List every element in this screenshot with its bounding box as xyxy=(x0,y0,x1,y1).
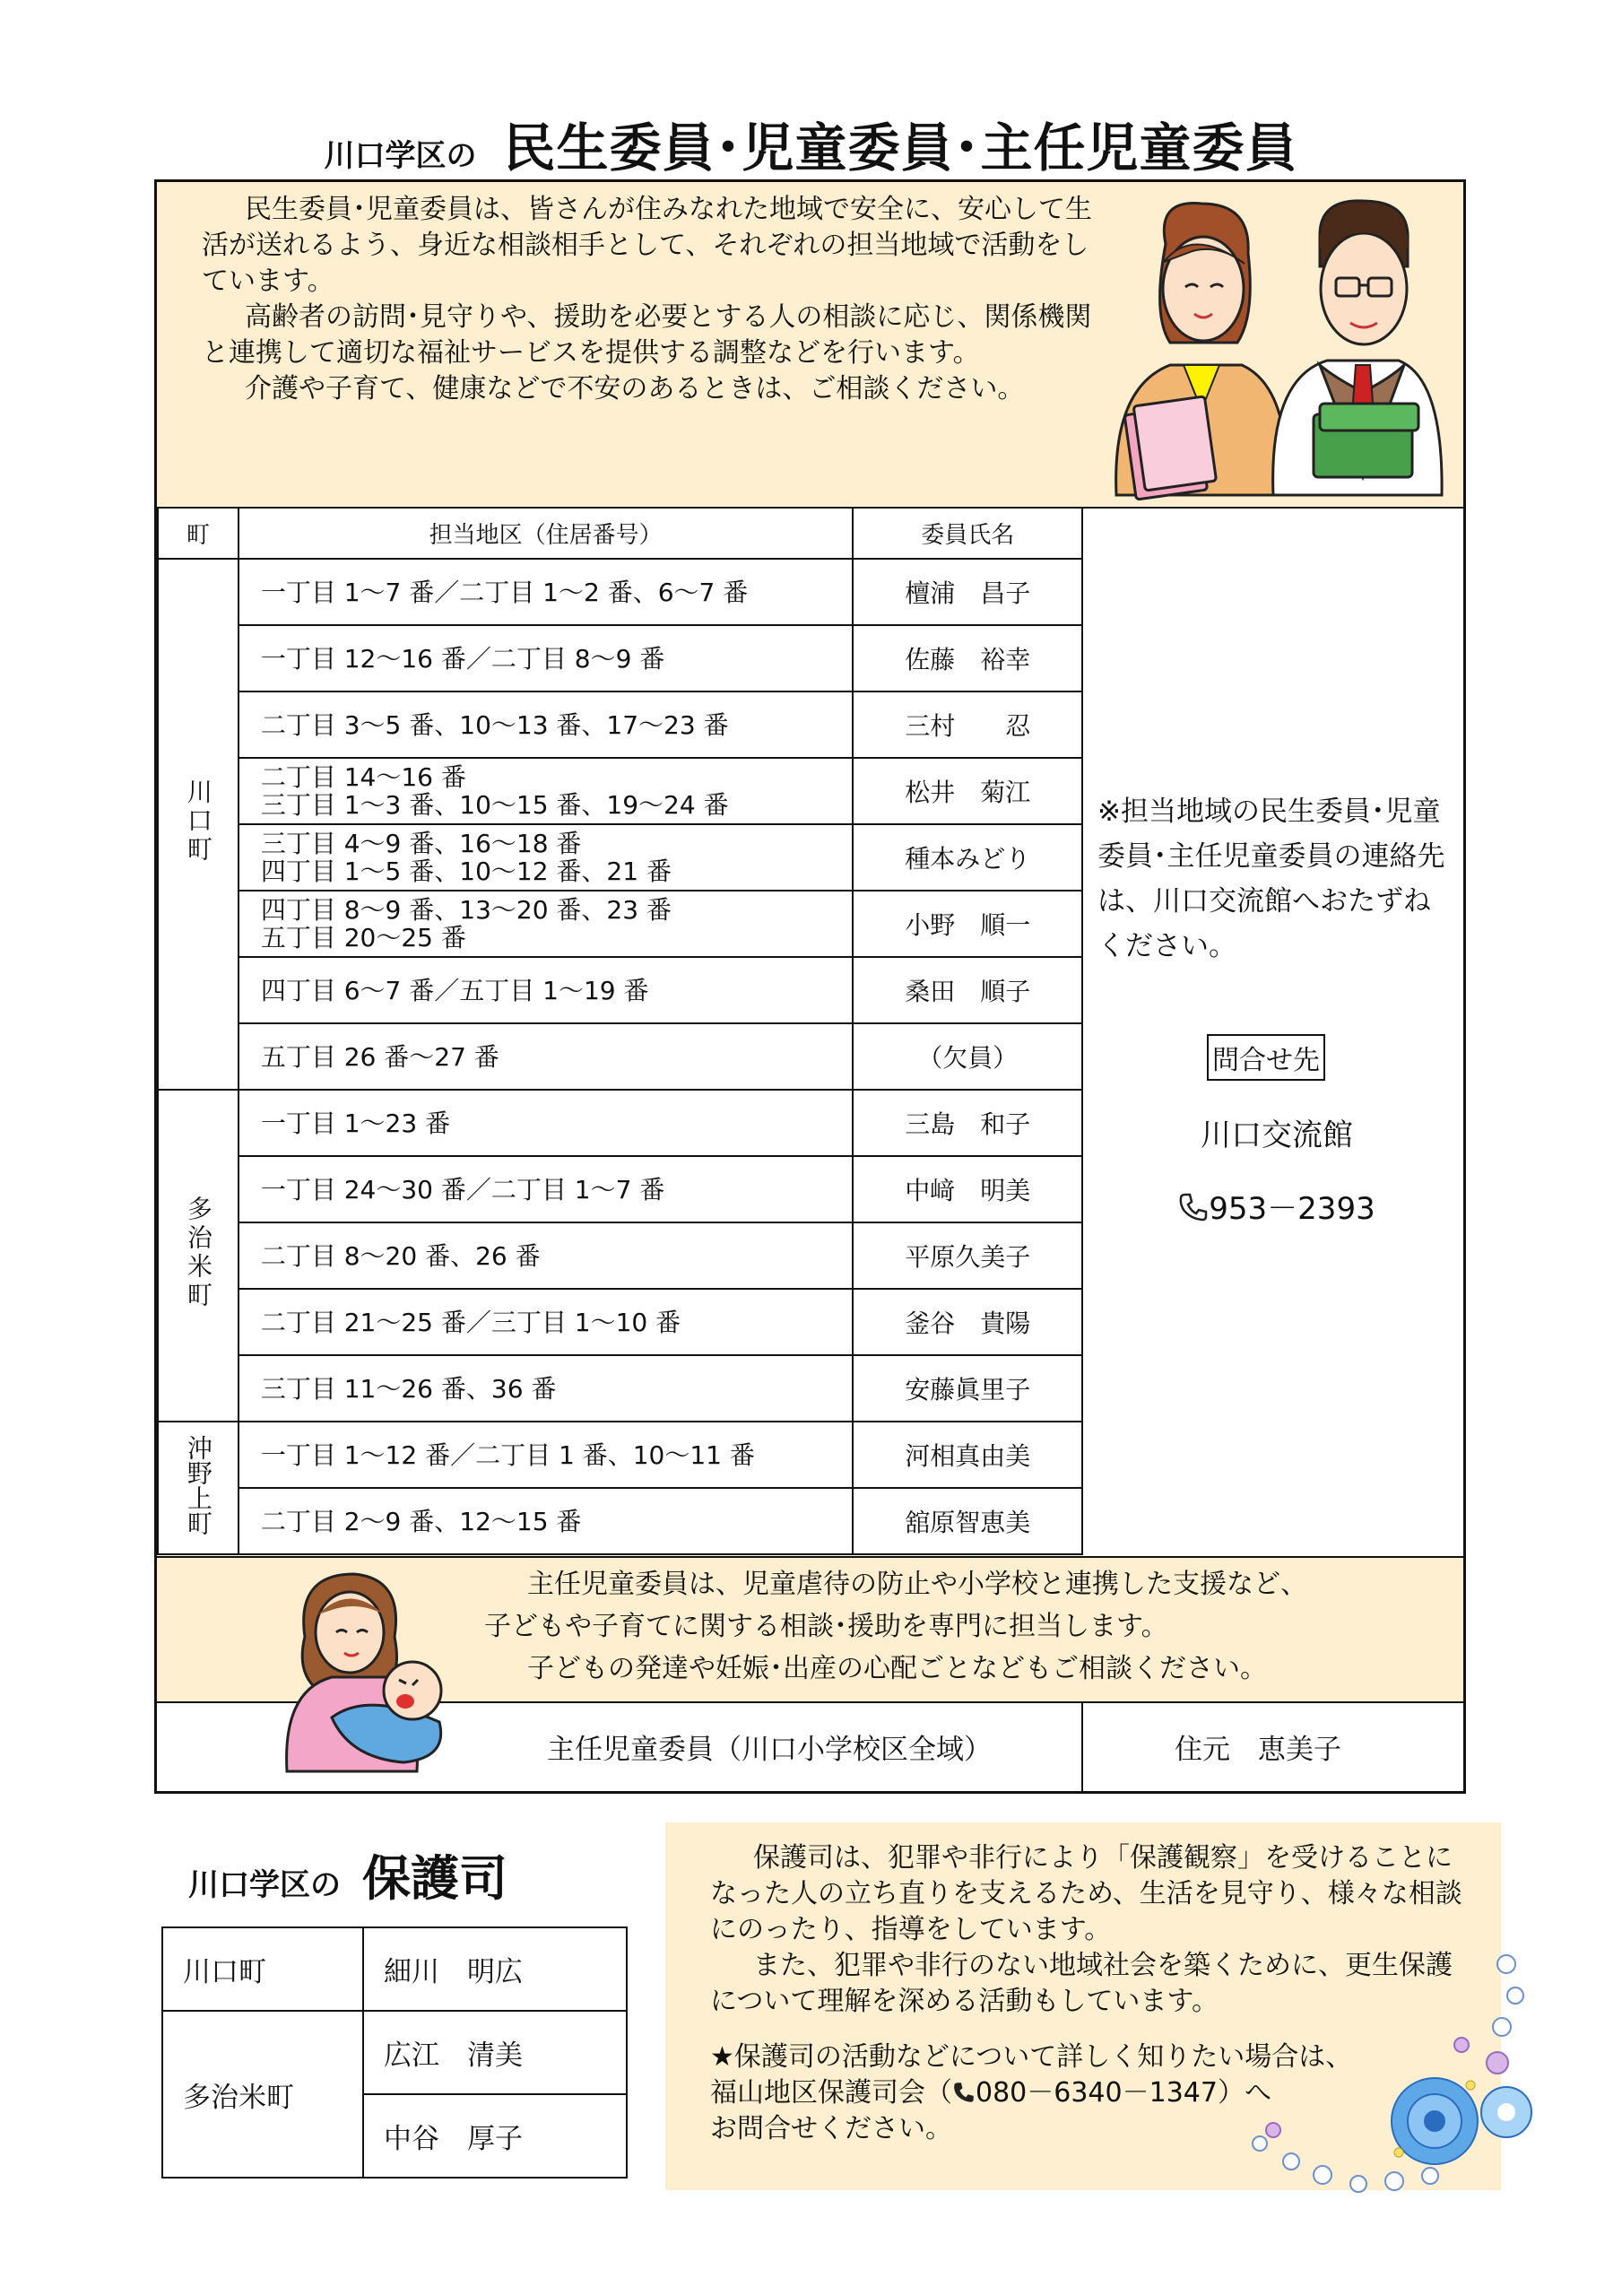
area-line: 五丁目 20～25 番 xyxy=(260,923,466,952)
area-cell: 一丁目 24～30 番／二丁目 1～7 番 xyxy=(239,1156,854,1222)
intro-paragraph: 高齢者の訪問･見守りや、援助を必要とする人の相談に応じ、関係機関と連携して適切な福祉サービスを提供する調整などを行います。 xyxy=(202,301,1092,369)
area-cell: 二丁目 21～25 番／三丁目 1～10 番 xyxy=(239,1289,854,1355)
table-row xyxy=(158,1355,1082,1422)
area-line: 二丁目 14～16 番 xyxy=(260,762,466,792)
blue-flower-small xyxy=(1481,2087,1531,2137)
area-cell: 二丁目 3～5 番、10～13 番、17～23 番 xyxy=(239,691,854,758)
intro-text xyxy=(202,192,1107,407)
name-cell: 三島 和子 xyxy=(853,1090,1082,1156)
name-cell: （欠員） xyxy=(853,1023,1082,1090)
hogoshi-org: 福山地区保護司会（ xyxy=(710,2077,952,2109)
woman-figure xyxy=(1116,204,1288,500)
blue-flower-large xyxy=(1392,2078,1478,2164)
area-line: 四丁目 1～5 番、10～12 番、21 番 xyxy=(260,857,672,886)
contact-label: 問合せ先 xyxy=(1207,1034,1325,1081)
name-cell: 中﨑 明美 xyxy=(853,1156,1082,1222)
page-title xyxy=(0,106,1622,181)
name-cell: 釜谷 貴陽 xyxy=(853,1289,1082,1355)
chief-paragraph: 子どもや子育てに関する相談･援助を専門に担当します。 xyxy=(484,1611,1168,1642)
contact-phone xyxy=(1097,1184,1456,1228)
table-row xyxy=(158,1422,1082,1488)
hogoshi-info-close: ）へ xyxy=(1217,2077,1271,2109)
divider xyxy=(1081,1701,1083,1791)
name-cell: 河相真由美 xyxy=(853,1422,1082,1488)
name-cell: 松井 菊江 xyxy=(853,758,1082,824)
area-cell: 四丁目 6～7 番／五丁目 1～19 番 xyxy=(239,957,854,1023)
hogoshi-name: 中谷 厚子 xyxy=(363,2094,627,2178)
header-town: 町 xyxy=(158,508,239,559)
area-cell: 一丁目 1～23 番 xyxy=(239,1090,854,1156)
town-cell xyxy=(158,559,239,1090)
chief-paragraph: 主任児童委員は、児童虐待の防止や小学校と連携した支援など、 xyxy=(527,1569,1307,1600)
header-name: 委員氏名 xyxy=(853,508,1082,559)
intro-paragraph: 民生委員･児童委員は、皆さんが住みなれた地域で安全に、安心して生活が送れるよう、身近な相談相手として、それぞれの担当地域で活動をしています。 xyxy=(202,194,1092,297)
table-row xyxy=(158,891,1082,957)
phone-icon xyxy=(952,2081,976,2104)
town-cell xyxy=(158,1090,239,1422)
name-cell: 桑田 順子 xyxy=(853,957,1082,1023)
hogoshi-name: 細川 明広 xyxy=(363,1927,627,2011)
hogoshi-town: 川口町 xyxy=(162,1927,363,2011)
name-cell: 佐藤 裕幸 xyxy=(853,625,1082,691)
hogoshi-title-main: 保護司 xyxy=(362,1850,507,1907)
hogoshi-name: 広江 清美 xyxy=(363,2011,627,2094)
hogoshi-title xyxy=(188,1840,507,1909)
table-row xyxy=(158,758,1082,824)
phone-icon xyxy=(1178,1192,1209,1222)
table-row xyxy=(158,1488,1082,1554)
header-area: 担当地区（住居番号） xyxy=(239,508,854,559)
mother-baby-illustration xyxy=(269,1565,466,1771)
hogoshi-info-line: お問合せください。 xyxy=(710,2113,952,2144)
flower-decoration xyxy=(1237,1928,1542,2197)
area-cell xyxy=(239,891,854,957)
volunteers-illustration xyxy=(1085,199,1444,495)
hogoshi-info-line: ★保護司の活動などについて詳しく知りたい場合は、 xyxy=(710,2041,1353,2073)
intro-paragraph: 介護や子育て、健康などで不安のあるときは、ご相談ください。 xyxy=(245,373,1025,404)
chief-text xyxy=(484,1563,1462,1690)
town-label: 多治米町 xyxy=(183,1195,213,1310)
hogoshi-town: 多治米町 xyxy=(162,2011,363,2178)
area-line: 四丁目 8～9 番、13～20 番、23 番 xyxy=(260,895,672,925)
contact-name: 川口交流館 xyxy=(1201,1118,1353,1153)
table-row xyxy=(158,1156,1082,1222)
name-cell: 安藤眞里子 xyxy=(853,1355,1082,1422)
town-label: 川口町 xyxy=(183,778,213,865)
name-cell: 平原久美子 xyxy=(853,1222,1082,1289)
contact-note: ※担当地域の民生委員･児童委員･主任児童委員の連絡先は、川口交流館へおたずねください。 xyxy=(1097,796,1445,962)
table-row xyxy=(162,2011,627,2094)
table-row xyxy=(158,559,1082,625)
hogoshi-desc: また、犯罪や非行のない地域社会を築くために、更生保護について理解を深める活動もしています。 xyxy=(710,1950,1453,2017)
man-figure xyxy=(1273,201,1442,495)
name-cell: 種本みどり xyxy=(853,824,1082,891)
title-main: 民生委員･児童委員･主任児童委員 xyxy=(503,117,1298,178)
contact-phone-number: 953－2393 xyxy=(1209,1191,1375,1227)
table-row xyxy=(158,1289,1082,1355)
table-row xyxy=(158,824,1082,891)
chief-paragraph: 子どもの発達や妊娠･出産の心配ごとなどもご相談ください。 xyxy=(527,1653,1267,1684)
area-cell xyxy=(239,758,854,824)
area-cell: 三丁目 11～26 番、36 番 xyxy=(239,1355,854,1422)
hogoshi-title-prefix: 川口学区の xyxy=(188,1867,341,1903)
table-row xyxy=(158,1023,1082,1090)
area-cell: 一丁目 12～16 番／二丁目 8～9 番 xyxy=(239,625,854,691)
area-line: 三丁目 1～3 番、10～15 番、19～24 番 xyxy=(260,790,729,820)
area-cell xyxy=(239,824,854,891)
area-cell: 一丁目 1～7 番／二丁目 1～2 番、6～7 番 xyxy=(239,559,854,625)
name-cell: 小野 順一 xyxy=(853,891,1082,957)
table-row xyxy=(158,1222,1082,1289)
town-label: 沖野上町 xyxy=(183,1434,213,1535)
area-cell: 一丁目 1～12 番／二丁目 1 番、10～11 番 xyxy=(239,1422,854,1488)
title-prefix: 川口学区の xyxy=(324,138,477,174)
name-cell: 檀浦 昌子 xyxy=(853,559,1082,625)
hogoshi-desc: 保護司は、犯罪や非行により「保護観察」を受けることになった人の立ち直りを支えるため、生活を見守り、様々な相談にのったり、指導をしています。 xyxy=(710,1842,1462,1945)
table-row xyxy=(162,1927,627,2011)
chief-name: 住元 恵美子 xyxy=(1175,1734,1341,1766)
area-cell: 二丁目 2～9 番、12～15 番 xyxy=(239,1488,854,1554)
area-line: 三丁目 4～9 番、16～18 番 xyxy=(260,829,582,858)
committee-table xyxy=(157,507,1083,1555)
hogoshi-table xyxy=(161,1926,628,2179)
name-cell: 舘原智恵美 xyxy=(853,1488,1082,1554)
table-row xyxy=(158,625,1082,691)
name-cell: 三村 忍 xyxy=(853,691,1082,758)
town-cell xyxy=(158,1422,239,1554)
table-header-row xyxy=(158,508,1082,559)
hogoshi-phone: 080－6340－1347 xyxy=(976,2077,1218,2109)
chief-label: 主任児童委員（川口小学校区全域） xyxy=(547,1734,992,1766)
area-cell: 二丁目 8～20 番、26 番 xyxy=(239,1222,854,1289)
table-row xyxy=(158,1090,1082,1156)
table-row xyxy=(158,957,1082,1023)
area-cell: 五丁目 26 番～27 番 xyxy=(239,1023,854,1090)
table-row xyxy=(158,691,1082,758)
